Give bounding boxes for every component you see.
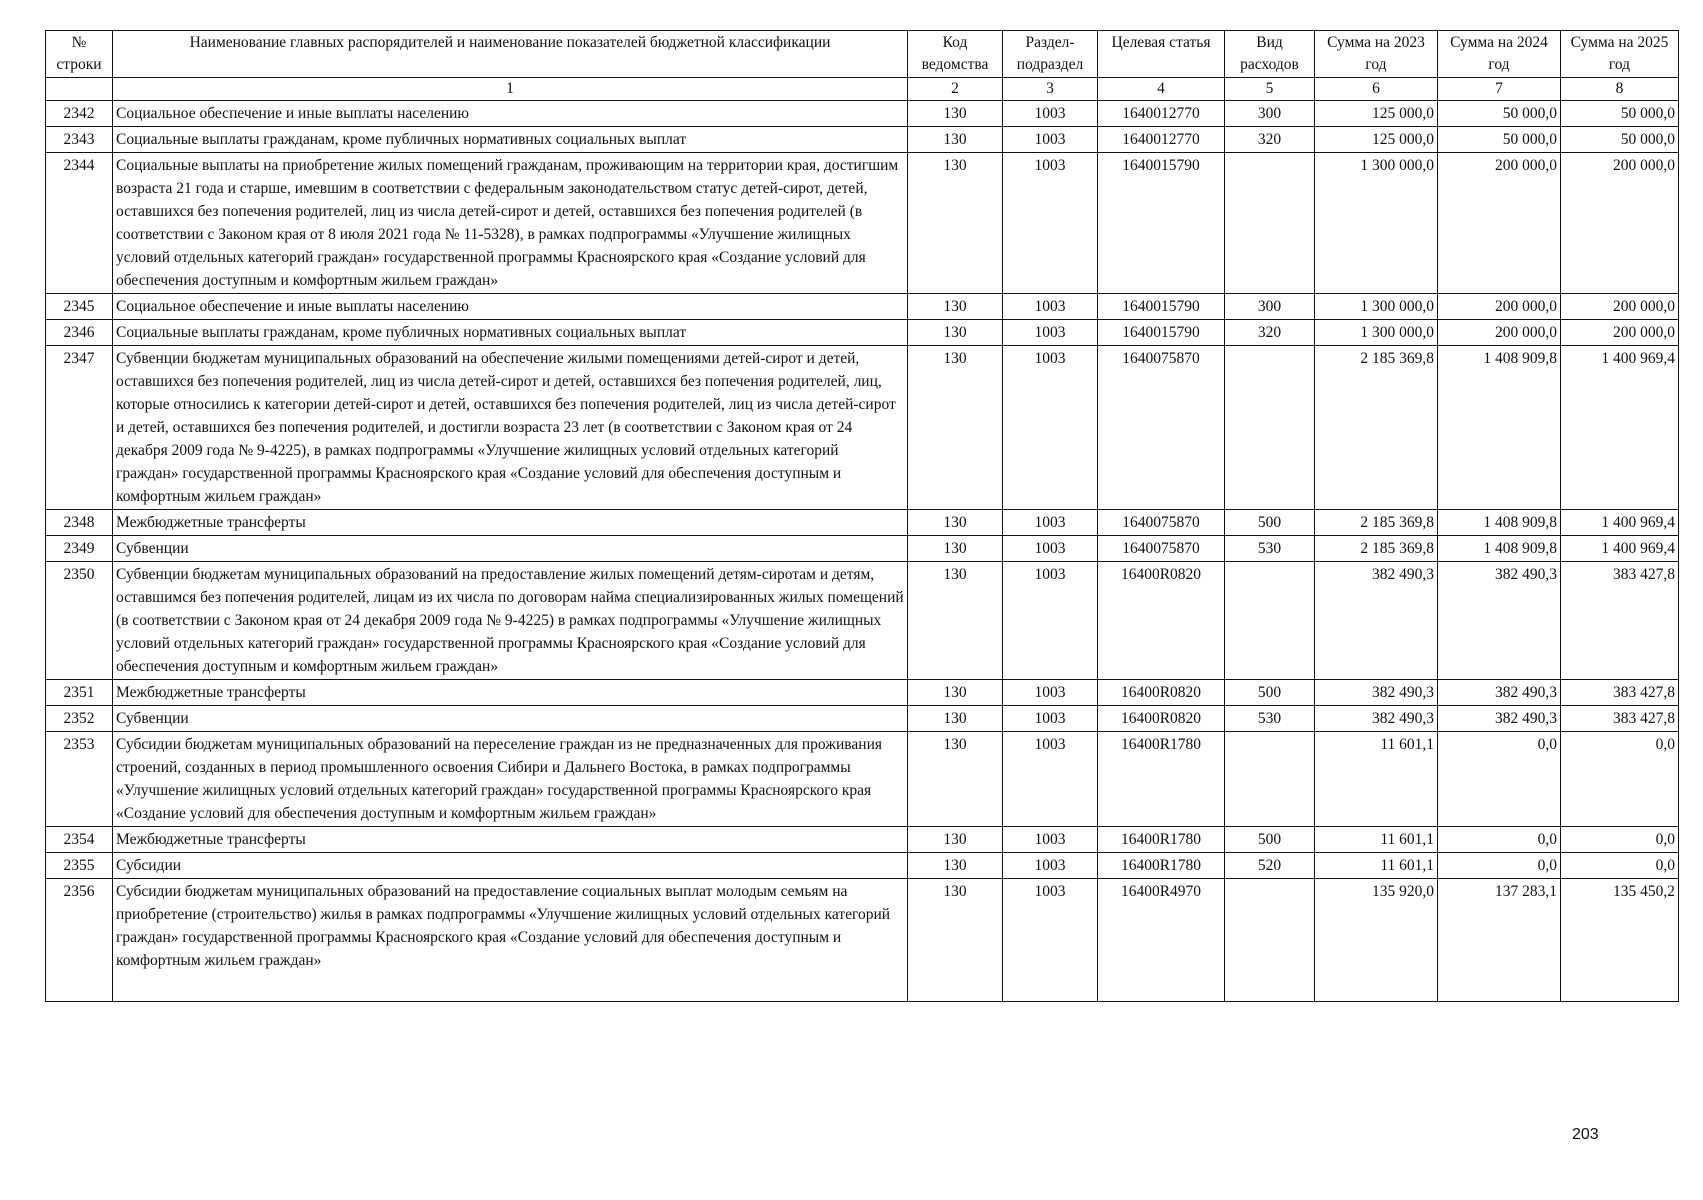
header-sum-2024: Сумма на 2024 год (1438, 31, 1561, 78)
section-cell: 1003 (1003, 732, 1098, 827)
header-row-number: № строки (46, 31, 113, 78)
row-number-cell: 2345 (46, 294, 113, 320)
expense-type-cell: 530 (1225, 706, 1315, 732)
target-article-cell: 1640015790 (1098, 153, 1225, 294)
section-cell: 1003 (1003, 153, 1098, 294)
expense-type-cell: 300 (1225, 101, 1315, 127)
sum-2023-cell: 11 601,1 (1315, 853, 1438, 879)
table-row (46, 510, 1679, 536)
sum-2024-cell: 382 490,3 (1438, 706, 1561, 732)
sum-2025-cell: 200 000,0 (1561, 294, 1679, 320)
table-row (46, 732, 1679, 827)
sum-2023-cell: 382 490,3 (1315, 706, 1438, 732)
expense-type-cell (1225, 562, 1315, 680)
sum-2025-cell: 0,0 (1561, 853, 1679, 879)
name-cell: Межбюджетные трансферты (113, 680, 908, 706)
section-cell: 1003 (1003, 320, 1098, 346)
department-code-cell: 130 (908, 294, 1003, 320)
row-number-cell: 2355 (46, 853, 113, 879)
target-article-cell: 1640015790 (1098, 320, 1225, 346)
table-body (46, 101, 1679, 1002)
sum-2023-cell: 11 601,1 (1315, 827, 1438, 853)
column-index: 1 (113, 78, 908, 101)
department-code-cell: 130 (908, 153, 1003, 294)
sum-2023-cell: 2 185 369,8 (1315, 536, 1438, 562)
department-code-cell: 130 (908, 732, 1003, 827)
expense-type-cell: 500 (1225, 510, 1315, 536)
department-code-cell: 130 (908, 853, 1003, 879)
section-cell: 1003 (1003, 827, 1098, 853)
column-index: 5 (1225, 78, 1315, 101)
sum-2023-cell: 2 185 369,8 (1315, 510, 1438, 536)
column-index: 6 (1315, 78, 1438, 101)
expense-type-cell (1225, 346, 1315, 510)
row-number-cell: 2347 (46, 346, 113, 510)
row-number-cell: 2354 (46, 827, 113, 853)
sum-2025-cell: 200 000,0 (1561, 153, 1679, 294)
sum-2023-cell: 1 300 000,0 (1315, 294, 1438, 320)
table-row (46, 153, 1679, 294)
target-article-cell: 1640012770 (1098, 127, 1225, 153)
section-cell: 1003 (1003, 706, 1098, 732)
header-section: Раздел-подраздел (1003, 31, 1098, 78)
name-cell: Субвенции (113, 706, 908, 732)
row-number-cell: 2346 (46, 320, 113, 346)
section-cell: 1003 (1003, 127, 1098, 153)
department-code-cell: 130 (908, 562, 1003, 680)
sum-2024-cell: 200 000,0 (1438, 153, 1561, 294)
sum-2024-cell: 0,0 (1438, 853, 1561, 879)
sum-2023-cell: 1 300 000,0 (1315, 320, 1438, 346)
column-index: 7 (1438, 78, 1561, 101)
table-row (46, 680, 1679, 706)
sum-2024-cell: 1 408 909,8 (1438, 510, 1561, 536)
target-article-cell: 16400R1780 (1098, 827, 1225, 853)
target-article-cell: 1640015790 (1098, 294, 1225, 320)
expense-type-cell (1225, 732, 1315, 827)
sum-2025-cell: 1 400 969,4 (1561, 346, 1679, 510)
section-cell: 1003 (1003, 536, 1098, 562)
name-cell: Субвенции (113, 536, 908, 562)
section-cell: 1003 (1003, 853, 1098, 879)
department-code-cell: 130 (908, 127, 1003, 153)
name-cell: Субсидии бюджетам муниципальных образований на переселение граждан из не предназначенных для проживания строений, созданных в период промышленного освоения Сибири и Дальнего Востока, в рамках подпрограммы «Улучшение жилищных условий отдельных категорий граждан» государственной программы Красноярского края «Создание условий для обеспечения доступным и комфортным жильем граждан» (113, 732, 908, 827)
table-row (46, 320, 1679, 346)
column-index: 3 (1003, 78, 1098, 101)
target-article-cell: 16400R4970 (1098, 879, 1225, 1002)
expense-type-cell: 530 (1225, 536, 1315, 562)
sum-2024-cell: 200 000,0 (1438, 320, 1561, 346)
expense-type-cell: 300 (1225, 294, 1315, 320)
row-number-cell: 2348 (46, 510, 113, 536)
name-cell: Социальные выплаты на приобретение жилых помещений гражданам, проживающим на территории края, достигшим возраста 21 года и старше, имевшим в соответствии с федеральным законодательством статус детей-сирот, детей, оставшихся без попечения родителей, лиц из числа детей-сирот и детей, оставшихся без попечения родителей (в соответствии с Законом края от 8 июля 2021 года № 11-5328), в рамках подпрограммы «Улучшение жилищных условий отдельных категорий граждан» государственной программы Красноярского края «Создание условий для обеспечения доступным и комфортным жильем граждан» (113, 153, 908, 294)
sum-2025-cell: 0,0 (1561, 732, 1679, 827)
sum-2025-cell: 0,0 (1561, 827, 1679, 853)
table-row (46, 346, 1679, 510)
table-row (46, 127, 1679, 153)
name-cell: Субвенции бюджетам муниципальных образований на предоставление жилых помещений детям-сиротам и детям, оставшимся без попечения родителей, лицам из их числа по договорам найма специализированных жилых помещений (в соответствии с Законом края от 24 декабря 2009 года № 9-4225) в рамках подпрограммы «Улучшение жилищных условий отдельных категорий граждан» государственной программы Красноярского края «Создание условий для обеспечения доступным и комфортным жильем граждан» (113, 562, 908, 680)
sum-2024-cell: 50 000,0 (1438, 101, 1561, 127)
name-cell: Социальное обеспечение и иные выплаты населению (113, 294, 908, 320)
sum-2023-cell: 382 490,3 (1315, 680, 1438, 706)
table-row (46, 879, 1679, 1002)
section-cell: 1003 (1003, 510, 1098, 536)
section-cell: 1003 (1003, 346, 1098, 510)
column-index (46, 78, 113, 101)
section-cell: 1003 (1003, 294, 1098, 320)
department-code-cell: 130 (908, 827, 1003, 853)
expense-type-cell (1225, 153, 1315, 294)
row-number-cell: 2351 (46, 680, 113, 706)
sum-2024-cell: 0,0 (1438, 732, 1561, 827)
sum-2024-cell: 382 490,3 (1438, 562, 1561, 680)
target-article-cell: 1640075870 (1098, 510, 1225, 536)
sum-2025-cell: 50 000,0 (1561, 101, 1679, 127)
department-code-cell: 130 (908, 879, 1003, 1002)
table-row (46, 101, 1679, 127)
header-target-article: Целевая статья (1098, 31, 1225, 78)
row-number-cell: 2344 (46, 153, 113, 294)
sum-2024-cell: 1 408 909,8 (1438, 536, 1561, 562)
sum-2023-cell: 1 300 000,0 (1315, 153, 1438, 294)
expense-type-cell: 500 (1225, 680, 1315, 706)
sum-2025-cell: 135 450,2 (1561, 879, 1679, 1002)
header-sum-2025: Сумма на 2025 год (1561, 31, 1679, 78)
target-article-cell: 16400R0820 (1098, 680, 1225, 706)
expense-type-cell: 320 (1225, 320, 1315, 346)
header-department-code: Код ведомства (908, 31, 1003, 78)
sum-2025-cell: 383 427,8 (1561, 706, 1679, 732)
column-index: 2 (908, 78, 1003, 101)
sum-2024-cell: 382 490,3 (1438, 680, 1561, 706)
header-expense-type: Вид расходов (1225, 31, 1315, 78)
name-cell: Субвенции бюджетам муниципальных образований на обеспечение жилыми помещениями детей-сирот и детей, оставшихся без попечения родителей, лиц из числа детей-сирот и детей, оставшихся без попечения родителей, лиц, которые относились к категории детей-сирот и детей, оставшихся без попечения родителей, лиц из числа детей-сирот и детей, оставшихся без попечения родителей, и достигли возраста 23 лет (в соответствии с Законом края от 24 декабря 2009 года № 9-4225), в рамках подпрограммы «Улучшение жилищных условий отдельных категорий граждан» государственной программы Красноярского края «Создание условий для обеспечения доступным и комфортным жильем граждан» (113, 346, 908, 510)
section-cell: 1003 (1003, 879, 1098, 1002)
row-number-cell: 2342 (46, 101, 113, 127)
target-article-cell: 16400R1780 (1098, 732, 1225, 827)
table-row (46, 706, 1679, 732)
department-code-cell: 130 (908, 680, 1003, 706)
name-cell: Межбюджетные трансферты (113, 510, 908, 536)
department-code-cell: 130 (908, 536, 1003, 562)
table-row (46, 294, 1679, 320)
sum-2024-cell: 137 283,1 (1438, 879, 1561, 1002)
column-index-row (46, 78, 1679, 101)
expense-type-cell: 500 (1225, 827, 1315, 853)
expense-type-cell: 520 (1225, 853, 1315, 879)
name-cell: Субсидии (113, 853, 908, 879)
name-cell: Межбюджетные трансферты (113, 827, 908, 853)
column-index: 4 (1098, 78, 1225, 101)
sum-2024-cell: 200 000,0 (1438, 294, 1561, 320)
section-cell: 1003 (1003, 101, 1098, 127)
page-number: 203 (1572, 1126, 1599, 1143)
row-number-cell: 2356 (46, 879, 113, 1002)
section-cell: 1003 (1003, 680, 1098, 706)
sum-2025-cell: 383 427,8 (1561, 680, 1679, 706)
table-row (46, 536, 1679, 562)
target-article-cell: 1640075870 (1098, 346, 1225, 510)
target-article-cell: 16400R0820 (1098, 562, 1225, 680)
sum-2025-cell: 383 427,8 (1561, 562, 1679, 680)
department-code-cell: 130 (908, 101, 1003, 127)
row-number-cell: 2352 (46, 706, 113, 732)
target-article-cell: 16400R0820 (1098, 706, 1225, 732)
name-cell: Социальные выплаты гражданам, кроме публичных нормативных социальных выплат (113, 127, 908, 153)
row-number-cell: 2349 (46, 536, 113, 562)
header-name: Наименование главных распорядителей и наименование показателей бюджетной классификации (113, 31, 908, 78)
target-article-cell: 16400R1780 (1098, 853, 1225, 879)
table-row (46, 562, 1679, 680)
target-article-cell: 1640012770 (1098, 101, 1225, 127)
department-code-cell: 130 (908, 706, 1003, 732)
name-cell: Субсидии бюджетам муниципальных образований на предоставление социальных выплат молодым семьям на приобретение (строительство) жилья в рамках подпрограммы «Улучшение жилищных условий отдельных категорий граждан» государственной программы Красноярского края «Создание условий для обеспечения доступным и комфортным жильем граждан» (113, 879, 908, 1002)
budget-table (45, 30, 1679, 1002)
sum-2025-cell: 1 400 969,4 (1561, 510, 1679, 536)
expense-type-cell: 320 (1225, 127, 1315, 153)
row-number-cell: 2350 (46, 562, 113, 680)
name-cell: Социальные выплаты гражданам, кроме публичных нормативных социальных выплат (113, 320, 908, 346)
sum-2025-cell: 200 000,0 (1561, 320, 1679, 346)
table-row (46, 827, 1679, 853)
sum-2024-cell: 1 408 909,8 (1438, 346, 1561, 510)
row-number-cell: 2353 (46, 732, 113, 827)
sum-2025-cell: 1 400 969,4 (1561, 536, 1679, 562)
sum-2025-cell: 50 000,0 (1561, 127, 1679, 153)
department-code-cell: 130 (908, 510, 1003, 536)
target-article-cell: 1640075870 (1098, 536, 1225, 562)
department-code-cell: 130 (908, 346, 1003, 510)
row-number-cell: 2343 (46, 127, 113, 153)
sum-2024-cell: 50 000,0 (1438, 127, 1561, 153)
section-cell: 1003 (1003, 562, 1098, 680)
name-cell: Социальное обеспечение и иные выплаты населению (113, 101, 908, 127)
header-sum-2023: Сумма на 2023 год (1315, 31, 1438, 78)
sum-2023-cell: 135 920,0 (1315, 879, 1438, 1002)
sum-2023-cell: 11 601,1 (1315, 732, 1438, 827)
sum-2023-cell: 2 185 369,8 (1315, 346, 1438, 510)
column-index: 8 (1561, 78, 1679, 101)
department-code-cell: 130 (908, 320, 1003, 346)
sum-2023-cell: 125 000,0 (1315, 127, 1438, 153)
sum-2023-cell: 382 490,3 (1315, 562, 1438, 680)
sum-2023-cell: 125 000,0 (1315, 101, 1438, 127)
sum-2024-cell: 0,0 (1438, 827, 1561, 853)
table-row (46, 853, 1679, 879)
header-row (46, 31, 1679, 78)
expense-type-cell (1225, 879, 1315, 1002)
